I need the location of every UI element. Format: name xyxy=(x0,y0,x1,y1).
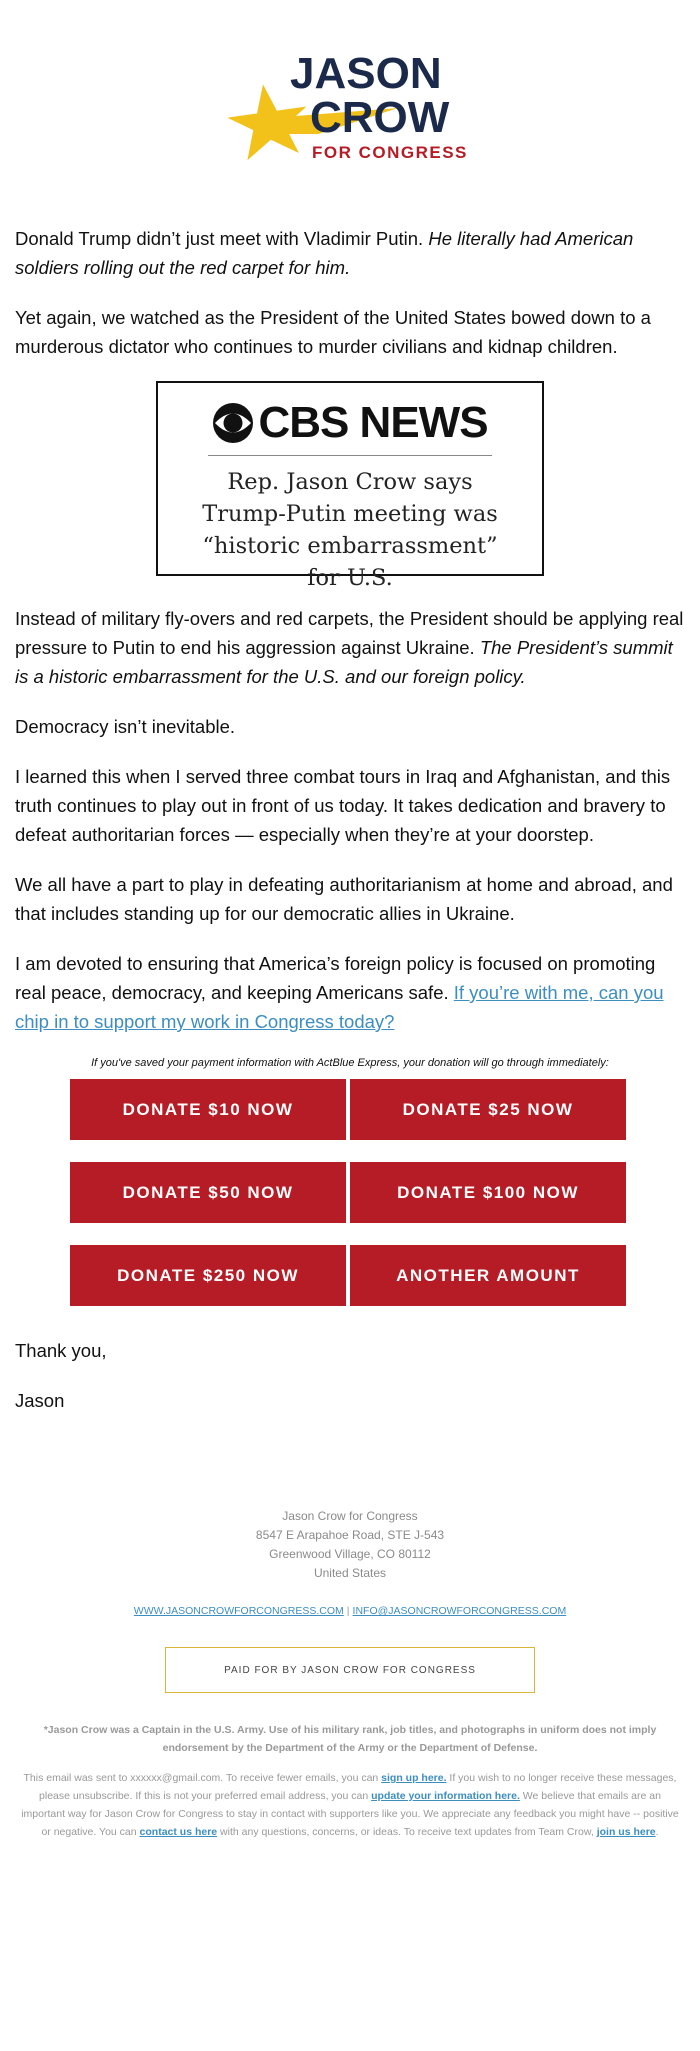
paragraph-4: Democracy isn’t inevitable. xyxy=(15,716,236,737)
donate-100-button[interactable]: DONATE $100 NOW xyxy=(350,1162,626,1223)
paragraph-6: We all have a part to play in defeating authoritarianism at home and abroad, and that includes standing up for our democratic allies in Ukraine. xyxy=(15,874,673,924)
military-disclaimer: *Jason Crow was a Captain in the U.S. Army. Use of his military rank, job titles, and photographs in uniform does not imply endorsement by the Department of the Army or the Department of Defense. xyxy=(43,1724,657,1754)
update-info-link[interactable]: update your information here. xyxy=(371,1790,520,1802)
join-us-link[interactable]: join us here xyxy=(596,1826,656,1838)
cbs-eye-icon xyxy=(212,402,254,444)
donate-250-button[interactable]: DONATE $250 NOW xyxy=(70,1245,346,1306)
footer-address xyxy=(0,1507,700,1583)
footer-city: Greenwood Village, CO 80112 xyxy=(269,1547,431,1561)
website-link[interactable]: WWW.JASONCROWFORCONGRESS.COM xyxy=(133,1605,344,1617)
cbs-brand-text: CBS NEWS xyxy=(258,398,488,447)
jason-crow-logo xyxy=(228,48,472,174)
legal-text-1: This email was sent to xxxxxx@gmail.com. To receive fewer emails, you can xyxy=(23,1772,382,1784)
legal-text-3: We believe that emails are an important way for Jason Crow for Congress to stay in contact with supporters like you. We appreciate any feedback you might have -- positive or negative. You can xyxy=(21,1790,679,1838)
donate-25-button[interactable]: DONATE $25 NOW xyxy=(350,1079,626,1140)
footer-street: 8547 E Arapahoe Road, STE J-543 xyxy=(255,1528,445,1542)
signoff-name: Jason xyxy=(15,1390,65,1411)
paid-for-box: PAID FOR BY JASON CROW FOR CONGRESS xyxy=(165,1647,535,1693)
footer-links xyxy=(0,1605,700,1617)
donate-10-button[interactable]: DONATE $10 NOW xyxy=(70,1079,346,1140)
paragraph-3 xyxy=(15,604,685,691)
legal-text xyxy=(0,1769,700,1841)
cbs-news-card xyxy=(156,381,544,591)
paragraph-1-text: Donald Trump didn’t just meet with Vladimir Putin. xyxy=(15,228,429,249)
paragraph-1 xyxy=(15,224,685,282)
paragraph-5: I learned this when I served three combat tours in Iraq and Afghanistan, and this truth continues to play out in front of us today. It takes dedication and bravery to defeat authoritarian forces — especially when they’re at your doorstep. xyxy=(15,766,671,845)
logo-line3: FOR CONGRESS xyxy=(312,143,468,162)
paragraph-1-italic: He literally had American soldiers rolling out the red carpet for him. xyxy=(15,228,634,278)
paragraph-3-text: Instead of military fly-overs and red carpets, the President should be applying real pressure to Putin to end his aggression against Ukraine. xyxy=(15,608,684,658)
actblue-note: If you've saved your payment information with ActBlue Express, your donation will go through immediately: xyxy=(91,1057,609,1069)
paragraph-7-text: I am devoted to ensuring that America’s foreign policy is focused on promoting real peace, democracy, and keeping Americans safe. xyxy=(15,953,656,1003)
legal-text-4: with any questions, concerns, or ideas. To receive text updates from Team Crow, xyxy=(217,1826,597,1838)
link-separator: | xyxy=(346,1605,350,1617)
cbs-divider xyxy=(208,455,492,456)
legal-text-2: If you wish to no longer receive these messages, please unsubscribe. If this is not your preferred email address, you can xyxy=(39,1772,677,1802)
signoff-thanks: Thank you, xyxy=(15,1340,107,1361)
footer xyxy=(0,1507,700,1841)
cbs-headline: Rep. Jason Crow says Trump-Putin meeting was “historic embarrassment” for U.S. xyxy=(202,469,498,591)
email-link[interactable]: INFO@JASONCROWFORCONGRESS.COM xyxy=(352,1605,567,1617)
paragraph-2: Yet again, we watched as the President of the United States bowed down to a murderous dictator who continues to murder civilians and kidnap children. xyxy=(15,307,651,357)
cbs-brand xyxy=(158,393,542,453)
another-amount-button[interactable]: ANOTHER AMOUNT xyxy=(350,1245,626,1306)
logo-line2: CROW xyxy=(310,93,450,142)
sign-up-link[interactable]: sign up here. xyxy=(381,1772,447,1784)
paragraph-3-italic: The President’s summit is a historic embarrassment for the U.S. and our foreign policy. xyxy=(15,637,673,687)
donate-button-grid xyxy=(70,1079,630,1306)
donate-link[interactable]: If you’re with me, can you chip in to support my work in Congress today? xyxy=(15,982,664,1032)
contact-us-link[interactable]: contact us here xyxy=(139,1826,218,1838)
legal-text-5: . xyxy=(655,1826,659,1838)
paragraph-7 xyxy=(15,949,685,1036)
logo-line1: JASON xyxy=(290,49,442,98)
donate-50-button[interactable]: DONATE $50 NOW xyxy=(70,1162,346,1223)
footer-country: United States xyxy=(313,1566,387,1580)
footer-org: Jason Crow for Congress xyxy=(282,1509,418,1523)
